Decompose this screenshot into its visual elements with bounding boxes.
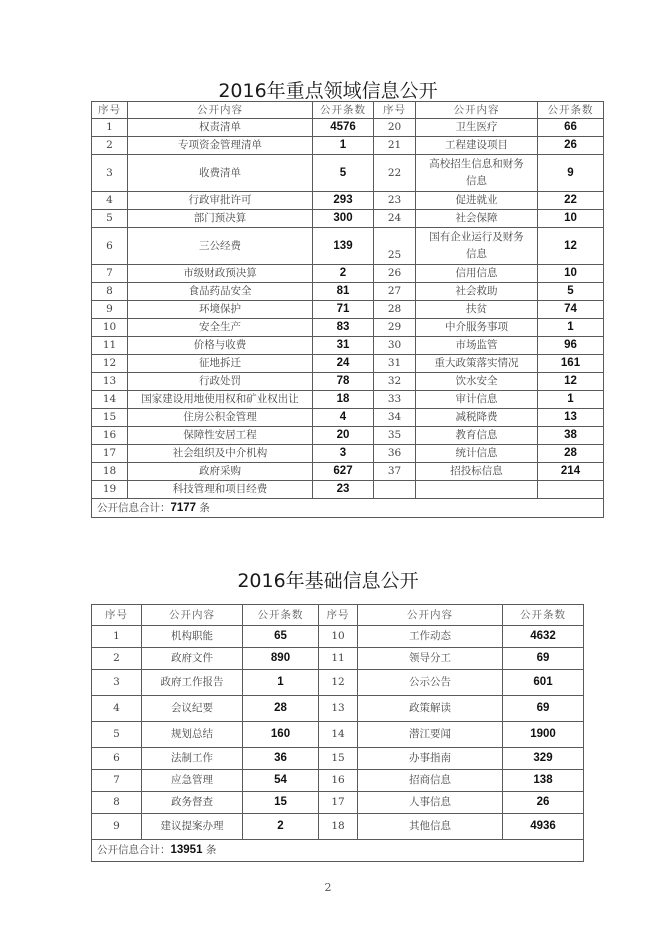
- row-count: 12: [538, 373, 604, 391]
- row-number: 6: [92, 228, 128, 265]
- row-number: 34: [374, 409, 416, 427]
- table-header-row: [92, 605, 584, 626]
- table-row: [92, 355, 604, 373]
- row-content: 促进就业: [416, 192, 538, 210]
- row-count: 5: [313, 155, 374, 192]
- row-count: 4936: [503, 814, 584, 840]
- row-number: 11: [92, 337, 128, 355]
- row-number: 3: [92, 155, 128, 192]
- table2-title: 2016年基础信息公开: [237, 570, 419, 592]
- row-number: 35: [374, 427, 416, 445]
- row-count: 161: [538, 355, 604, 373]
- row-content: 法制工作: [142, 748, 243, 770]
- row-count: 83: [313, 319, 374, 337]
- row-content: 审计信息: [416, 391, 538, 409]
- row-count: 2: [243, 814, 319, 840]
- row-count: 1: [538, 319, 604, 337]
- table-row: [92, 228, 604, 265]
- row-number: 6: [92, 748, 142, 770]
- table-row: [92, 373, 604, 391]
- row-number: 12: [92, 355, 128, 373]
- column-header: 公开内容: [416, 102, 538, 119]
- page-number: 2: [324, 881, 332, 894]
- row-number: 10: [92, 319, 128, 337]
- total-cell: [92, 840, 584, 862]
- table-row: [92, 337, 604, 355]
- row-number: 36: [374, 445, 416, 463]
- table-row: [92, 626, 584, 648]
- row-content: 规划总结: [142, 722, 243, 748]
- row-count: 65: [243, 626, 319, 648]
- row-count: 890: [243, 648, 319, 670]
- row-number: 17: [319, 792, 358, 814]
- row-content: 扶贫: [416, 301, 538, 319]
- row-content: 国家建设用地使用权和矿业权出让: [128, 391, 313, 409]
- row-content: 办事指南: [358, 748, 503, 770]
- row-content: 其他信息: [358, 814, 503, 840]
- row-number: 23: [374, 192, 416, 210]
- row-number: 1: [92, 119, 128, 137]
- total-value: 7177: [170, 501, 197, 514]
- row-count: 36: [243, 748, 319, 770]
- row-count: 214: [538, 463, 604, 481]
- row-count: 66: [538, 119, 604, 137]
- column-header: 公开条数: [313, 102, 374, 119]
- total-unit: 条: [202, 844, 217, 856]
- row-count: 1: [538, 391, 604, 409]
- column-header: 公开条数: [243, 605, 319, 626]
- row-content: 减税降费: [416, 409, 538, 427]
- total-label: 公开信息合计：: [97, 501, 171, 514]
- row-count: 4576: [313, 119, 374, 137]
- row-content: 人事信息: [358, 792, 503, 814]
- row-number: 3: [92, 670, 142, 696]
- table1-title: 2016年重点领域信息公开: [218, 80, 438, 102]
- table-row: [92, 748, 584, 770]
- row-number: 32: [374, 373, 416, 391]
- row-number: 13: [92, 373, 128, 391]
- key-areas-table: [91, 101, 604, 518]
- table-row: [92, 770, 584, 792]
- row-count: 69: [503, 696, 584, 722]
- row-count: 23: [313, 481, 374, 499]
- row-count: 1: [313, 137, 374, 155]
- row-count: 139: [313, 228, 374, 265]
- row-number: 10: [319, 626, 358, 648]
- row-count: 4632: [503, 626, 584, 648]
- row-count: 9: [538, 155, 604, 192]
- row-number: 15: [319, 748, 358, 770]
- table-row: [92, 814, 584, 840]
- row-content: 政府文件: [142, 648, 243, 670]
- table-row: [92, 265, 604, 283]
- row-content: 教育信息: [416, 427, 538, 445]
- row-number: 30: [374, 337, 416, 355]
- row-number: 7: [92, 770, 142, 792]
- total-row: [92, 499, 604, 518]
- row-content: 部门预决算: [128, 210, 313, 228]
- row-content: 机构职能: [142, 626, 243, 648]
- row-number: 8: [92, 792, 142, 814]
- row-number: 28: [374, 301, 416, 319]
- row-number: 15: [92, 409, 128, 427]
- table-row: [92, 210, 604, 228]
- table-row: [92, 319, 604, 337]
- row-number: 5: [92, 210, 128, 228]
- row-content: 建议提案办理: [142, 814, 243, 840]
- row-content: 食品药品安全: [128, 283, 313, 301]
- row-content: 行政处罚: [128, 373, 313, 391]
- row-count: 26: [538, 137, 604, 155]
- table-row: [92, 696, 584, 722]
- row-count: 5: [538, 283, 604, 301]
- row-content: 社会救助: [416, 283, 538, 301]
- row-content: 会议纪要: [142, 696, 243, 722]
- row-number: 24: [374, 210, 416, 228]
- row-content: 社会保障: [416, 210, 538, 228]
- row-number: 31: [374, 355, 416, 373]
- row-content: 三公经费: [128, 228, 313, 265]
- row-count: 10: [538, 210, 604, 228]
- row-number: 18: [92, 463, 128, 481]
- row-count: 24: [313, 355, 374, 373]
- row-content: 重大政策落实情况: [416, 355, 538, 373]
- row-number: 37: [374, 463, 416, 481]
- row-count: 69: [503, 648, 584, 670]
- row-content: 征地拆迁: [128, 355, 313, 373]
- table-row: [92, 670, 584, 696]
- row-count: 31: [313, 337, 374, 355]
- row-content-line: 信息: [466, 248, 487, 260]
- row-content: 工作动态: [358, 626, 503, 648]
- row-content: 保障性安居工程: [128, 427, 313, 445]
- table-header-row: [92, 102, 604, 119]
- row-content: 安全生产: [128, 319, 313, 337]
- row-count: 28: [243, 696, 319, 722]
- row-number: 21: [374, 137, 416, 155]
- row-number: 17: [92, 445, 128, 463]
- column-header: 序号: [319, 605, 358, 626]
- row-content: 权责清单: [128, 119, 313, 137]
- row-content: 价格与收费: [128, 337, 313, 355]
- row-count: 96: [538, 337, 604, 355]
- column-header: 序号: [92, 605, 142, 626]
- row-content: [416, 155, 538, 192]
- row-content: 中介服务事项: [416, 319, 538, 337]
- empty-cell: [416, 481, 538, 499]
- row-number: 11: [319, 648, 358, 670]
- row-content: 社会组织及中介机构: [128, 445, 313, 463]
- column-header: 公开条数: [538, 102, 604, 119]
- row-count: 54: [243, 770, 319, 792]
- row-content: 信用信息: [416, 265, 538, 283]
- row-number: 14: [92, 391, 128, 409]
- row-number: 27: [374, 283, 416, 301]
- total-cell: [92, 499, 604, 518]
- column-header: 序号: [374, 102, 416, 119]
- empty-cell: [374, 481, 416, 499]
- row-content: 住房公积金管理: [128, 409, 313, 427]
- row-number: 9: [92, 301, 128, 319]
- row-number: 4: [92, 192, 128, 210]
- table-row: [92, 192, 604, 210]
- table-row: [92, 792, 584, 814]
- table-row: [92, 391, 604, 409]
- row-content: 招投标信息: [416, 463, 538, 481]
- row-number: 26: [374, 265, 416, 283]
- row-number: 16: [319, 770, 358, 792]
- column-header: 序号: [92, 102, 128, 119]
- row-number: 14: [319, 722, 358, 748]
- table-row: [92, 427, 604, 445]
- row-content: 专项资金管理清单: [128, 137, 313, 155]
- row-count: 160: [243, 722, 319, 748]
- row-count: 74: [538, 301, 604, 319]
- table-row: [92, 137, 604, 155]
- row-number: 9: [92, 814, 142, 840]
- column-header: 公开内容: [128, 102, 313, 119]
- row-number: 2: [92, 648, 142, 670]
- row-content: 科技管理和项目经费: [128, 481, 313, 499]
- row-count: 18: [313, 391, 374, 409]
- row-number: 25: [374, 228, 416, 265]
- row-number: 12: [319, 670, 358, 696]
- row-content: 领导分工: [358, 648, 503, 670]
- row-number: 7: [92, 265, 128, 283]
- row-content: 卫生医疗: [416, 119, 538, 137]
- row-content-line: 国有企业运行及财务: [429, 231, 524, 243]
- row-count: 26: [503, 792, 584, 814]
- row-content: 招商信息: [358, 770, 503, 792]
- column-header: 公开内容: [358, 605, 503, 626]
- row-number: 20: [374, 119, 416, 137]
- row-count: 71: [313, 301, 374, 319]
- row-count: 15: [243, 792, 319, 814]
- row-content: 市场监管: [416, 337, 538, 355]
- row-number: 22: [374, 155, 416, 192]
- row-count: 2: [313, 265, 374, 283]
- row-content: 政策解读: [358, 696, 503, 722]
- table-row: [92, 119, 604, 137]
- empty-cell: [538, 481, 604, 499]
- row-content: 环境保护: [128, 301, 313, 319]
- row-content: 行政审批许可: [128, 192, 313, 210]
- table-row: [92, 301, 604, 319]
- row-content: 政府采购: [128, 463, 313, 481]
- table-row: [92, 155, 604, 192]
- row-content: 饮水安全: [416, 373, 538, 391]
- row-content: 应急管理: [142, 770, 243, 792]
- row-content: 政府工作报告: [142, 670, 243, 696]
- row-number: 4: [92, 696, 142, 722]
- basic-info-table: [91, 604, 584, 862]
- row-number: 16: [92, 427, 128, 445]
- row-number: 2: [92, 137, 128, 155]
- table-row: [92, 445, 604, 463]
- row-number: 33: [374, 391, 416, 409]
- row-count: 12: [538, 228, 604, 265]
- table-row: [92, 409, 604, 427]
- row-number: 5: [92, 722, 142, 748]
- row-content: [416, 228, 538, 265]
- row-number: 1: [92, 626, 142, 648]
- table-row: [92, 722, 584, 748]
- column-header: 公开条数: [503, 605, 584, 626]
- total-unit: 条: [196, 501, 210, 514]
- row-number: 19: [92, 481, 128, 499]
- row-content: 收费清单: [128, 155, 313, 192]
- total-label: 公开信息合计：: [97, 844, 171, 856]
- total-row: [92, 840, 584, 862]
- row-content: 工程建设项目: [416, 137, 538, 155]
- total-value: 13951: [170, 844, 203, 856]
- row-count: 4: [313, 409, 374, 427]
- row-count: 627: [313, 463, 374, 481]
- row-count: 3: [313, 445, 374, 463]
- column-header: 公开内容: [142, 605, 243, 626]
- row-content: 公示公告: [358, 670, 503, 696]
- row-count: 28: [538, 445, 604, 463]
- table-row: [92, 481, 604, 499]
- row-number: 18: [319, 814, 358, 840]
- table-row: [92, 283, 604, 301]
- row-number: 13: [319, 696, 358, 722]
- row-content: 市级财政预决算: [128, 265, 313, 283]
- row-count: 13: [538, 409, 604, 427]
- row-count: 38: [538, 427, 604, 445]
- row-count: 10: [538, 265, 604, 283]
- row-number: 8: [92, 283, 128, 301]
- row-count: 22: [538, 192, 604, 210]
- row-content: 政务督查: [142, 792, 243, 814]
- row-count: 601: [503, 670, 584, 696]
- row-content-line: 信息: [466, 175, 487, 187]
- table-row: [92, 463, 604, 481]
- row-count: 300: [313, 210, 374, 228]
- row-count: 329: [503, 748, 584, 770]
- row-count: 20: [313, 427, 374, 445]
- row-count: 293: [313, 192, 374, 210]
- row-content-line: 高校招生信息和财务: [429, 158, 524, 170]
- row-count: 1: [243, 670, 319, 696]
- row-count: 1900: [503, 722, 584, 748]
- row-content: 统计信息: [416, 445, 538, 463]
- row-content: 潜江要闻: [358, 722, 503, 748]
- table-row: [92, 648, 584, 670]
- row-count: 81: [313, 283, 374, 301]
- row-count: 138: [503, 770, 584, 792]
- row-number: 29: [374, 319, 416, 337]
- row-count: 78: [313, 373, 374, 391]
